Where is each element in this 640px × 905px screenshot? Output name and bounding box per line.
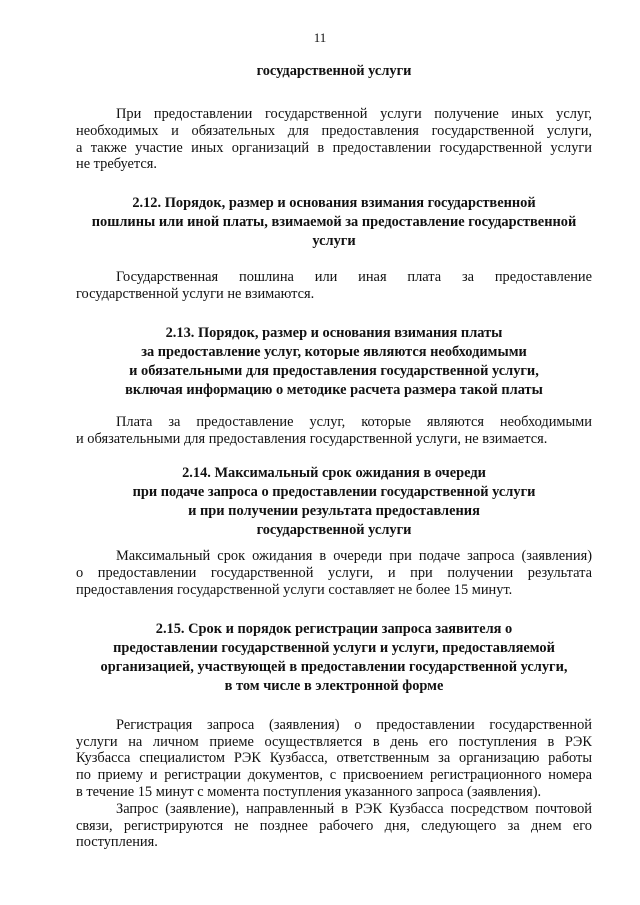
paragraph [76,717,592,801]
paragraph-line: предоставления государственной услуги составляет не более 15 минут. [76,581,513,598]
paragraph-line: При предоставлении государственной услуги получение иных услуг, [116,106,592,122]
heading-line: организацией, участвующей в предоставлении государственной услуги, [100,658,568,675]
heading-line: и при получении результата предоставления [188,503,480,520]
section-heading [76,620,592,696]
paragraph-line: в течение 15 минут с момента поступления указанного запроса (заявления). [76,783,542,800]
paragraph-line: связи, регистрируются не позднее рабочего дня, следующего за днем его [76,817,592,834]
paragraph-line: и обязательными для предоставления государственной услуги, не взимается. [76,430,548,447]
paragraph-line: а также участие иных организаций в предоставлении государственной услуги [76,139,592,156]
paragraph [76,269,592,303]
section-heading [76,324,592,400]
paragraph-line: поступления. [76,834,158,851]
paragraph-line: по приему и регистрации документов, с присвоением регистрационного номера [76,767,592,784]
heading-line: государственной услуги [256,63,412,79]
heading-line: за предоставление услуг, которые являются необходимыми [141,343,527,360]
document-body [76,62,592,851]
page-number: 11 [313,30,327,45]
paragraph [76,801,592,851]
heading-line: государственной услуги [256,522,412,539]
paragraph-line: Максимальный срок ожидания в очереди при подаче запроса (заявления) [116,548,592,565]
paragraph-line: Кузбасса специалистом РЭК Кузбасса, ответственным за организацию работы [76,750,592,767]
heading-line: при подаче запроса о предоставлении государственной услуги [132,484,536,501]
paragraph [76,548,592,598]
heading-line: и обязательными для предоставления государственной услуги, [129,362,539,379]
section-heading [76,464,592,540]
paragraph-line: о предоставлении государственной услуги, и при получении результата [76,565,592,582]
paragraph-line: Государственная пошлина или иная плата за предоставление [116,269,592,286]
paragraph-line: услуги на личном приеме осуществляется в день его поступления в РЭК [76,733,592,750]
heading-line: услуги [312,233,356,250]
paragraph [76,106,592,173]
paragraph [76,414,592,448]
paragraph-line: не требуется. [76,156,157,173]
heading-line: в том числе в электронной форме [224,677,444,694]
heading-line: пошлины или иной платы, взимаемой за предоставление государственной [91,214,577,231]
heading-line: 2.15. Срок и порядок регистрации запроса заявителя о [155,620,513,637]
heading-line: 2.12. Порядок, размер и основания взимания государственной [132,195,536,212]
heading-line: 2.13. Порядок, размер и основания взимания платы [165,324,503,341]
heading-line: 2.14. Максимальный срок ожидания в очереди [182,465,486,482]
section-heading [76,194,592,251]
heading-line: включая информацию о методике расчета размера такой платы [125,381,543,398]
section-heading [76,62,592,81]
paragraph-line: государственной услуги не взимаются. [76,285,315,302]
paragraph-line: Регистрация запроса (заявления) о предоставлении государственной [116,716,592,733]
heading-line: предоставлении государственной услуги и услуги, предоставляемой [113,639,555,656]
paragraph-line: Запрос (заявление), направленный в РЭК Кузбасса посредством почтовой [116,800,592,817]
paragraph-line: Плата за предоставление услуг, которые являются необходимыми [116,413,592,430]
paragraph-line: необходимых и обязательных для предоставления государственной услуги, [76,122,592,139]
